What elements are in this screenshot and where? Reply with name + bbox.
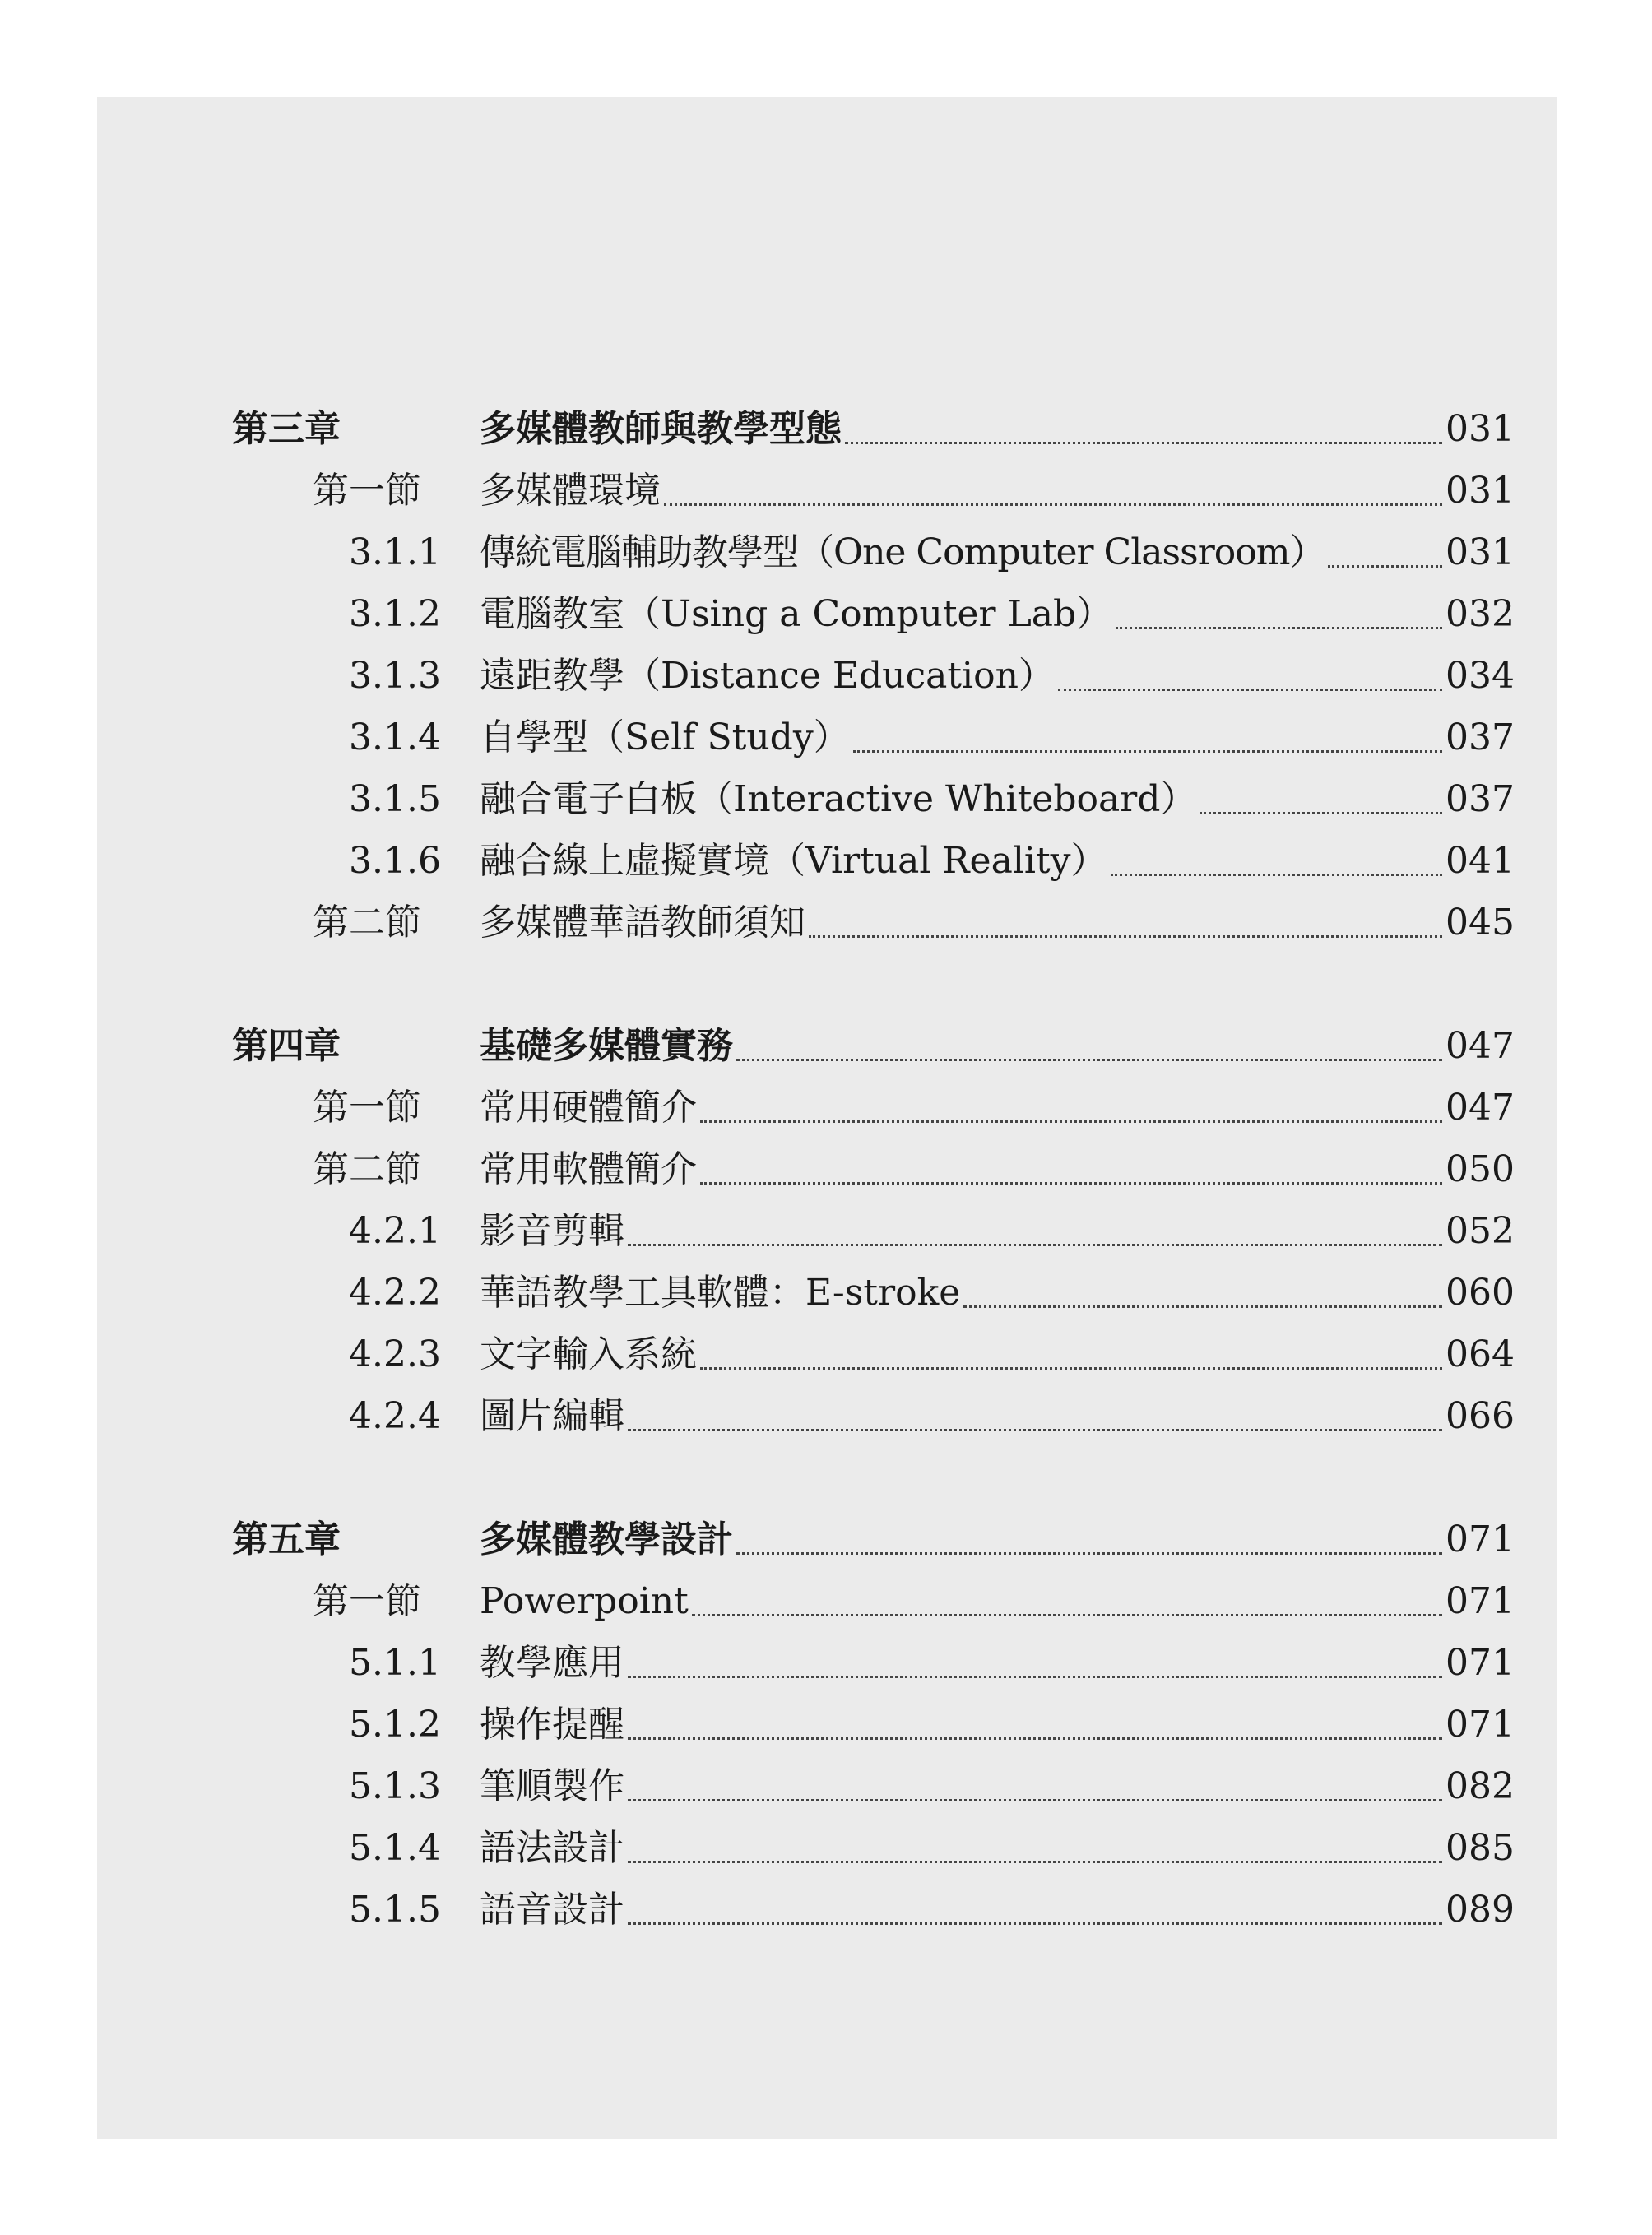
toc-label: 4.2.3: [349, 1333, 441, 1375]
toc-page-number: 050: [1446, 1148, 1515, 1190]
toc-label: 第一節: [313, 1580, 421, 1622]
dot-leader: [628, 1429, 1442, 1431]
toc-title: 多媒體教師與教學型態: [480, 408, 842, 450]
toc-title: 多媒體華語教師須知: [480, 902, 805, 944]
toc-page-number: 031: [1446, 531, 1515, 573]
toc-page-number: 041: [1446, 840, 1515, 882]
toc-title: Powerpoint: [480, 1580, 689, 1622]
toc-label: 第二節: [313, 902, 421, 944]
toc-title: 操作提醒: [480, 1704, 624, 1746]
toc-page-number: 047: [1446, 1087, 1515, 1129]
toc-page-number: 060: [1446, 1272, 1515, 1314]
dot-leader: [628, 1922, 1442, 1925]
toc-page-number: 066: [1446, 1395, 1515, 1437]
toc-title: 傳統電腦輔助教學型（One Computer Classroom）: [480, 531, 1325, 573]
dot-leader: [1328, 565, 1442, 568]
dot-leader: [1111, 874, 1443, 876]
toc-title: 電腦教室（Using a Computer Lab）: [480, 593, 1113, 635]
dot-leader: [963, 1305, 1442, 1308]
dot-leader: [736, 1552, 1442, 1555]
toc-title: 語音設計: [480, 1889, 624, 1931]
toc-label: 第三章: [232, 408, 341, 450]
toc-label: 5.1.2: [349, 1704, 441, 1746]
dot-leader: [628, 1861, 1442, 1863]
toc-page-number: 071: [1446, 1519, 1515, 1560]
toc-title: 多媒體環境: [480, 470, 661, 512]
toc-title: 教學應用: [480, 1642, 624, 1684]
dot-leader: [628, 1676, 1442, 1678]
toc-title: 影音剪輯: [480, 1210, 624, 1252]
dot-leader: [700, 1120, 1442, 1123]
toc-title: 語法設計: [480, 1827, 624, 1869]
dot-leader: [628, 1737, 1442, 1740]
toc-label: 第一節: [313, 470, 421, 512]
toc-title: 常用軟體簡介: [480, 1148, 697, 1190]
dot-leader: [845, 442, 1442, 444]
toc-page-number: 085: [1446, 1827, 1515, 1869]
toc-page-number: 032: [1446, 593, 1515, 635]
toc-page-number: 071: [1446, 1704, 1515, 1746]
toc-label: 3.1.3: [349, 655, 441, 697]
toc-label: 4.2.1: [349, 1210, 441, 1252]
toc-title: 融合線上虛擬實境（Virtual Reality）: [480, 840, 1107, 882]
toc-label: 第一節: [313, 1087, 421, 1129]
toc-title: 文字輸入系統: [480, 1333, 697, 1375]
toc-title: 自學型（Self Study）: [480, 716, 850, 758]
toc-page-number: 089: [1446, 1889, 1515, 1931]
dot-leader: [736, 1059, 1442, 1061]
dot-leader: [1116, 627, 1442, 629]
toc-page-number: 045: [1446, 902, 1515, 944]
toc-label: 5.1.5: [349, 1889, 441, 1931]
toc-title: 基礎多媒體實務: [480, 1025, 733, 1067]
toc-page-number: 031: [1446, 408, 1515, 450]
dot-leader: [853, 750, 1442, 753]
toc-label: 第四章: [232, 1025, 341, 1067]
toc-page-number: 047: [1446, 1025, 1515, 1067]
toc-page-number: 064: [1446, 1333, 1515, 1375]
toc-label: 5.1.3: [349, 1765, 441, 1807]
toc-page-number: 082: [1446, 1765, 1515, 1807]
toc-label: 4.2.2: [349, 1272, 441, 1314]
toc-title: 常用硬體簡介: [480, 1087, 697, 1129]
dot-leader: [809, 935, 1442, 938]
toc-label: 3.1.2: [349, 593, 441, 635]
toc-page-number: 052: [1446, 1210, 1515, 1252]
toc-label: 3.1.6: [349, 840, 441, 882]
dot-leader: [692, 1614, 1442, 1616]
toc-label: 第五章: [232, 1519, 341, 1560]
toc-title: 華語教學工具軟體：E-stroke: [480, 1272, 961, 1314]
toc-page-number: 037: [1446, 716, 1515, 758]
dot-leader: [1058, 689, 1442, 691]
toc-page-number: 071: [1446, 1580, 1515, 1622]
toc-label: 4.2.4: [349, 1395, 441, 1437]
toc-label: 3.1.4: [349, 716, 441, 758]
toc-title: 多媒體教學設計: [480, 1519, 733, 1560]
dot-leader: [664, 503, 1442, 506]
toc-label: 3.1.5: [349, 778, 441, 820]
toc-label: 5.1.4: [349, 1827, 441, 1869]
toc-title: 筆順製作: [480, 1765, 624, 1807]
toc-title: 圖片編輯: [480, 1395, 624, 1437]
dot-leader: [1200, 812, 1442, 814]
toc-label: 5.1.1: [349, 1642, 441, 1684]
toc-label: 第二節: [313, 1148, 421, 1190]
dot-leader: [628, 1799, 1442, 1801]
toc-label: 3.1.1: [349, 531, 441, 573]
toc-page-number: 034: [1446, 655, 1515, 697]
dot-leader: [628, 1244, 1442, 1246]
toc-title: 遠距教學（Distance Education）: [480, 655, 1055, 697]
toc-page-number: 071: [1446, 1642, 1515, 1684]
dot-leader: [700, 1367, 1442, 1370]
toc-title: 融合電子白板（Interactive Whiteboard）: [480, 778, 1197, 820]
toc-page-number: 037: [1446, 778, 1515, 820]
toc-page-number: 031: [1446, 470, 1515, 512]
dot-leader: [700, 1182, 1442, 1185]
